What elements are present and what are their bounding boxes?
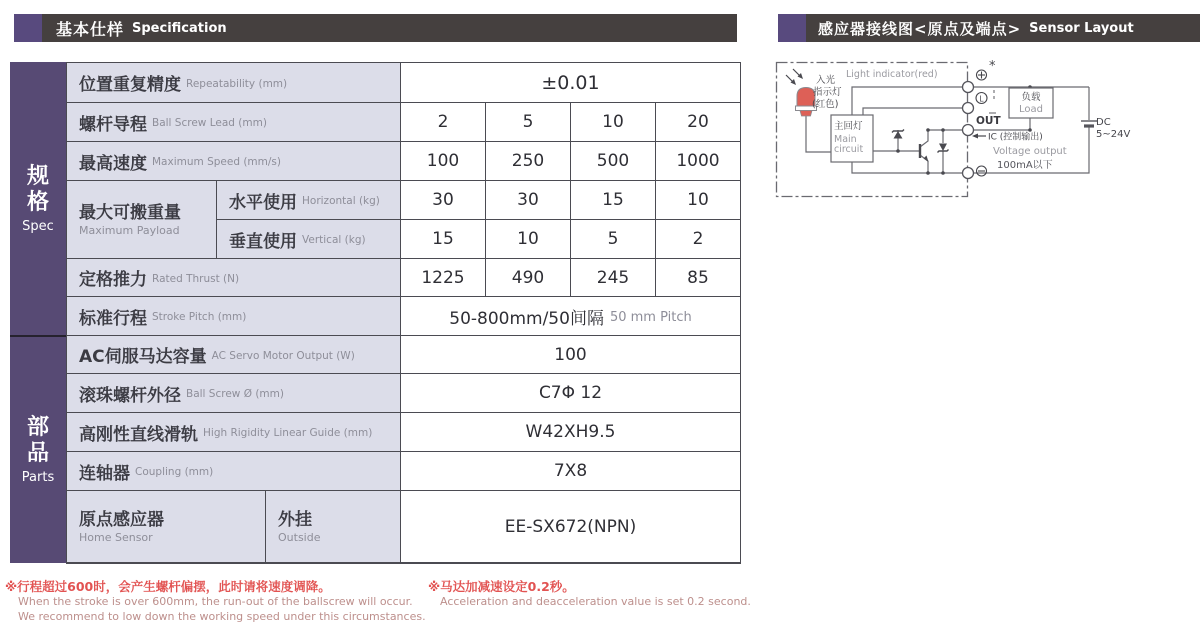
row-label-vertical (217, 220, 401, 259)
label-en: Outside (278, 530, 321, 544)
row-label-coupling (67, 452, 401, 491)
sensor-header-title-zh: 感应器接线图<原点及端点> (818, 19, 1022, 38)
value-lead-2: 5 (486, 103, 571, 142)
light-label-zh3: (红色) (812, 99, 839, 110)
label-zh: 外挂 (278, 509, 312, 530)
footnote-1-en2: We recommend to low down the working speed under this circumstances. (18, 610, 426, 623)
ic-label: IC (控制输出) (988, 132, 1043, 143)
label-en: Maximum Speed (mm/s) (152, 156, 281, 168)
value-speed-4: 1000 (656, 142, 741, 181)
out-terminal-label: OUT (976, 115, 1001, 127)
row-label-horizontal (217, 181, 401, 220)
sidebar-spec-en: Spec (22, 218, 54, 234)
value-repeatability: ±0.01 (401, 63, 741, 103)
value-lead-1: 2 (401, 103, 486, 142)
sensor-wiring-diagram (770, 50, 1200, 210)
row-label-repeatability (67, 63, 401, 103)
sidebar-parts-section (10, 335, 66, 563)
sidebar-parts-en: Parts (21, 470, 55, 485)
plus-terminal-icon (977, 70, 987, 80)
light-ray-arrows (786, 69, 803, 85)
ic-arrow (972, 134, 986, 139)
spec-section-header (14, 14, 737, 42)
table-sidebar (10, 62, 66, 564)
specification-table (10, 62, 741, 564)
value-thrust-2: 490 (486, 259, 571, 297)
dc-label: DC (1096, 117, 1111, 128)
label-en: Horizontal (kg) (302, 195, 380, 207)
zener-diode-right (938, 144, 949, 153)
label-zh: 最大可搬重量 (79, 202, 181, 223)
value-lead-4: 20 (656, 103, 741, 142)
footnote-1-en1: When the stroke is over 600mm, the run-out of the ballscrew will occur. (18, 595, 413, 608)
label-en: Maximum Payload (79, 223, 180, 237)
value-speed-3: 500 (571, 142, 656, 181)
value-vertical-4: 2 (656, 220, 741, 259)
l-terminal-dashes (989, 90, 996, 113)
value-horizontal-3: 15 (571, 181, 656, 220)
sidebar-spec-char: 格 (26, 189, 49, 215)
zener-diode-left (892, 130, 904, 139)
sidebar-parts-char: 部 (26, 415, 49, 440)
value-vertical-2: 10 (486, 220, 571, 259)
light-label-zh1: 入光 (816, 75, 836, 86)
label-zh: 垂直使用 (229, 231, 297, 252)
main-circuit-label-en1: Main (834, 134, 857, 145)
label-zh: AC伺服马达容量 (79, 347, 207, 367)
value-horizontal-4: 10 (656, 181, 741, 220)
row-label-rated-thrust (67, 259, 401, 297)
main-circuit-label-en2: circuit (834, 144, 864, 155)
value-ball-screw-dia: C7Φ 12 (401, 374, 741, 413)
row-label-outside (266, 491, 401, 564)
sensor-layout-header (778, 14, 1200, 42)
footnote-2-zh: ※马达加减速设定0.2秒。 (428, 579, 575, 594)
value-lead-3: 10 (571, 103, 656, 142)
value-speed-2: 250 (486, 142, 571, 181)
label-zh: 水平使用 (229, 192, 297, 213)
row-label-linear-guide (67, 413, 401, 452)
row-label-home-sensor (67, 491, 266, 564)
header-accent-square (778, 14, 806, 42)
value-speed-1: 100 (401, 142, 486, 181)
dc-range-label: 5~24V (1096, 129, 1131, 140)
sidebar-spec-char: 规 (26, 163, 49, 189)
label-en: Vertical (kg) (302, 234, 366, 246)
label-zh: 原点感应器 (79, 509, 164, 530)
label-en: Home Sensor (79, 530, 153, 544)
row-label-stroke-pitch (67, 297, 401, 336)
label-en: Stroke Pitch (mm) (152, 311, 247, 323)
row-label-max-speed (67, 142, 401, 181)
sensor-header-title-en: Sensor Layout (1029, 20, 1134, 36)
value-zh: 50-800mm/50间隔 (449, 308, 604, 329)
footnote-1-zh: ※行程超过600时，会产生螺杆偏摆，此时请将速度调降。 (5, 579, 331, 594)
label-en: Repeatability (mm) (186, 77, 288, 90)
dc-battery-symbol (1081, 121, 1097, 126)
sidebar-spec-section (10, 62, 66, 335)
value-servo-output: 100 (401, 336, 741, 374)
light-label-zh2: 指示灯 (813, 87, 842, 98)
row-label-ball-screw-dia (67, 374, 401, 413)
value-home-sensor: EE-SX672(NPN) (401, 491, 741, 564)
spec-header-title-zh: 基本仕样 (56, 19, 125, 39)
label-zh: 定格推力 (79, 270, 147, 290)
value-thrust-3: 245 (571, 259, 656, 297)
value-vertical-3: 5 (571, 220, 656, 259)
voltage-output-label: Voltage output (993, 146, 1067, 157)
label-en: Rated Thrust (N) (152, 272, 240, 285)
main-circuit-label-zh: 主回灯 (834, 121, 863, 132)
footnote-2-en: Acceleration and deacceleration value is set 0.2 second. (440, 595, 751, 608)
value-coupling: 7X8 (401, 452, 741, 491)
label-zh: 最高速度 (79, 153, 147, 174)
label-zh: 高刚性直线滑轨 (79, 424, 198, 445)
row-label-servo-output (67, 336, 401, 374)
row-label-max-payload (67, 181, 217, 259)
load-label-en: Load (1019, 104, 1043, 115)
value-linear-guide: W42XH9.5 (401, 413, 741, 452)
plus-terminal-note: * (989, 59, 996, 74)
value-stroke-pitch (401, 297, 741, 336)
minus-terminal-icon (977, 166, 987, 176)
label-en: Ball Screw Ø (mm) (186, 388, 284, 400)
label-zh: 连轴器 (79, 463, 130, 484)
header-accent-square (14, 14, 42, 42)
value-thrust-1: 1225 (401, 259, 486, 297)
label-zh: 螺杆导程 (79, 114, 147, 135)
label-en: High Rigidity Linear Guide (mm) (203, 427, 373, 439)
spec-grid (66, 62, 741, 564)
value-thrust-4: 85 (656, 259, 741, 297)
value-horizontal-1: 30 (401, 181, 486, 220)
label-en: AC Servo Motor Output (W) (211, 349, 355, 362)
label-en: Coupling (mm) (135, 466, 214, 478)
label-en: Ball Screw Lead (mm) (152, 117, 267, 129)
light-label-en: Light indicator(red) (846, 69, 938, 80)
value-horizontal-2: 30 (486, 181, 571, 220)
value-en: 50 mm Pitch (609, 309, 692, 325)
spec-header-title-en: Specification (132, 20, 227, 36)
value-vertical-1: 15 (401, 220, 486, 259)
load-label-zh: 负载 (1021, 92, 1041, 103)
current-limit-label: 100mA以下 (997, 160, 1053, 171)
sidebar-parts-char: 品 (26, 441, 49, 466)
l-terminal-letter: L (979, 94, 984, 104)
label-zh: 滚珠螺杆外径 (79, 385, 181, 406)
row-label-ball-screw-lead (67, 103, 401, 142)
label-zh: 位置重复精度 (79, 75, 181, 95)
label-zh: 标准行程 (79, 308, 147, 329)
